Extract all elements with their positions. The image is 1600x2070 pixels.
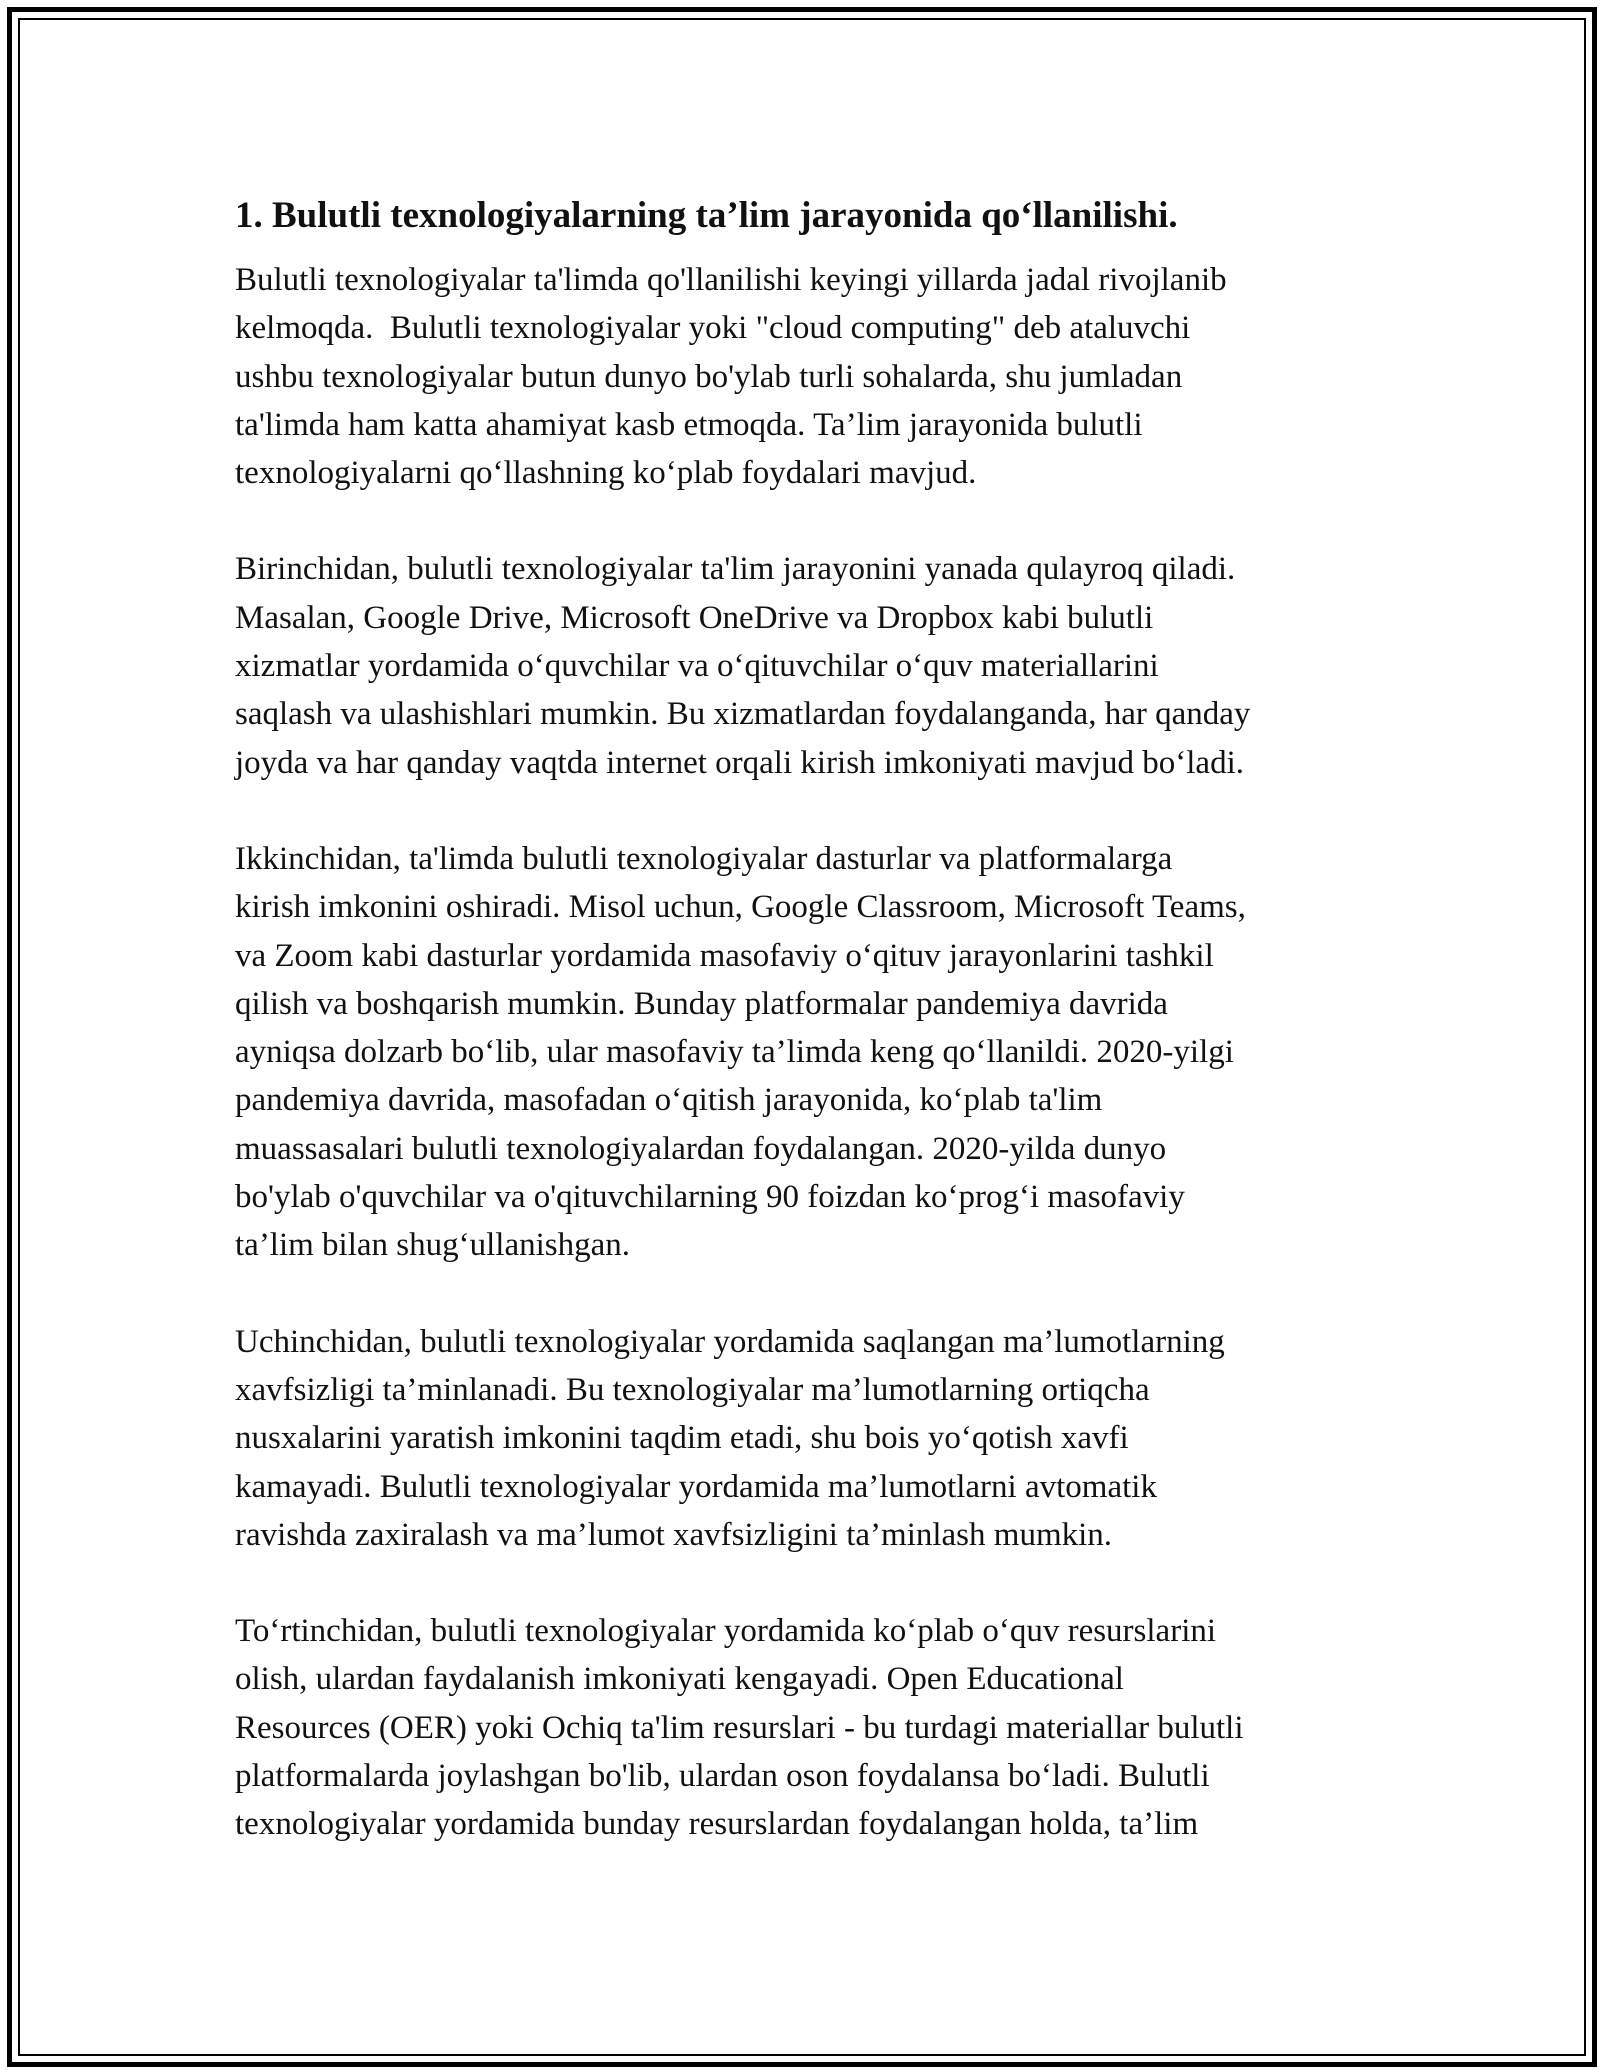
text-line: kamayadi. Bulutli texnologiyalar yordamida ma’lumotlarni avtomatik: [235, 1468, 1157, 1505]
paragraph-third: [235, 1318, 1385, 1559]
text-line: saqlash va ulashishlari mumkin. Bu xizmatlardan foydalanganda, har qanday: [235, 696, 1251, 733]
text-line: olish, ulardan faydalanish imkoniyati kengayadi. Open Educational: [235, 1661, 1124, 1698]
text-line: joyda va har qanday vaqtda internet orqali kirish imkoniyati mavjud bo‘ladi.: [235, 744, 1244, 781]
text-line: nusxalarini yaratish imkonini taqdim etadi, shu bois yo‘qotish xavfi: [235, 1420, 1129, 1457]
text-line: Masalan, Google Drive, Microsoft OneDrive va Dropbox kabi bulutli: [235, 599, 1154, 636]
text-line: To‘rtinchidan, bulutli texnologiyalar yordamida ko‘plab o‘quv resurslarini: [235, 1613, 1217, 1650]
text-line: va Zoom kabi dasturlar yordamida masofaviy o‘qituv jarayonlarini tashkil: [235, 937, 1214, 974]
section-heading: 1. Bulutli texnologiyalarning ta’lim jarayonida qo‘llanilishi.: [235, 195, 1178, 236]
paragraph-second: [235, 835, 1385, 1270]
text-line: ravishda zaxiralash va ma’lumot xavfsizligini ta’minlash mumkin.: [235, 1516, 1113, 1553]
text-line: xizmatlar yordamida o‘quvchilar va o‘qituvchilar o‘quv materiallarini: [235, 648, 1159, 685]
document-body: [235, 186, 1385, 1897]
text-line: texnologiyalarni qo‘llashning ko‘plab foydalari mavjud.: [235, 455, 977, 492]
text-line: muassasalari bulutli texnologiyalardan foydalangan. 2020-yilda dunyo: [235, 1130, 1167, 1167]
paragraph-fourth: [235, 1607, 1385, 1848]
text-line: ta’lim bilan shug‘ullanishgan.: [235, 1227, 631, 1264]
text-line: pandemiya davrida, masofadan o‘qitish jarayonida, ko‘plab ta'lim: [235, 1082, 1103, 1119]
text-line: Bulutli texnologiyalar ta'limda qo'llanilishi keyingi yillarda jadal rivojlanib: [235, 262, 1227, 298]
text-line: texnologiyalar yordamida bunday resurslardan foydalangan holda, ta’lim: [235, 1806, 1199, 1843]
text-line: Uchinchidan, bulutli texnologiyalar yordamida saqlangan ma’lumotlarning: [235, 1323, 1225, 1360]
text-line: Resources (OER) yoki Ochiq ta'lim resurslari - bu turdagi materiallar bulutli: [235, 1709, 1244, 1746]
text-line: kelmoqda. Bulutli texnologiyalar yoki "cloud computing" deb ataluvchi: [235, 310, 1191, 347]
text-line: platformalarda joylashgan bo'lib, ulardan oson foydalansa bo‘ladi. Bulutli: [235, 1758, 1210, 1795]
text-line: bo'ylab o'quvchilar va o'qituvchilarning 90 foizdan ko‘prog‘i masofaviy: [235, 1179, 1185, 1216]
text-line: ayniqsa dolzarb bo‘lib, ular masofaviy ta’limda keng qo‘llanildi. 2020-yilgi: [235, 1034, 1234, 1071]
text-line: xavfsizligi ta’minlanadi. Bu texnologiyalar ma’lumotlarning ortiqcha: [235, 1371, 1150, 1408]
text-line: Ikkinchidan, ta'limda bulutli texnologiyalar dasturlar va platformalarga: [235, 840, 1173, 877]
text-line: ushbu texnologiyalar butun dunyo bo'ylab turli sohalarda, shu jumladan: [235, 358, 1183, 395]
text-line: ta'limda ham katta ahamiyat kasb etmoqda. Ta’lim jarayonida bulutli: [235, 406, 1143, 443]
paragraph-first: [235, 545, 1385, 786]
text-line: qilish va boshqarish mumkin. Bunday platformalar pandemiya davrida: [235, 985, 1168, 1022]
text-line: Birinchidan, bulutli texnologiyalar ta'lim jarayonini yanada qulayroq qiladi.: [235, 551, 1236, 588]
text-line: kirish imkonini oshiradi. Misol uchun, Google Classroom, Microsoft Teams,: [235, 889, 1246, 926]
paragraph-intro: [235, 256, 1385, 497]
